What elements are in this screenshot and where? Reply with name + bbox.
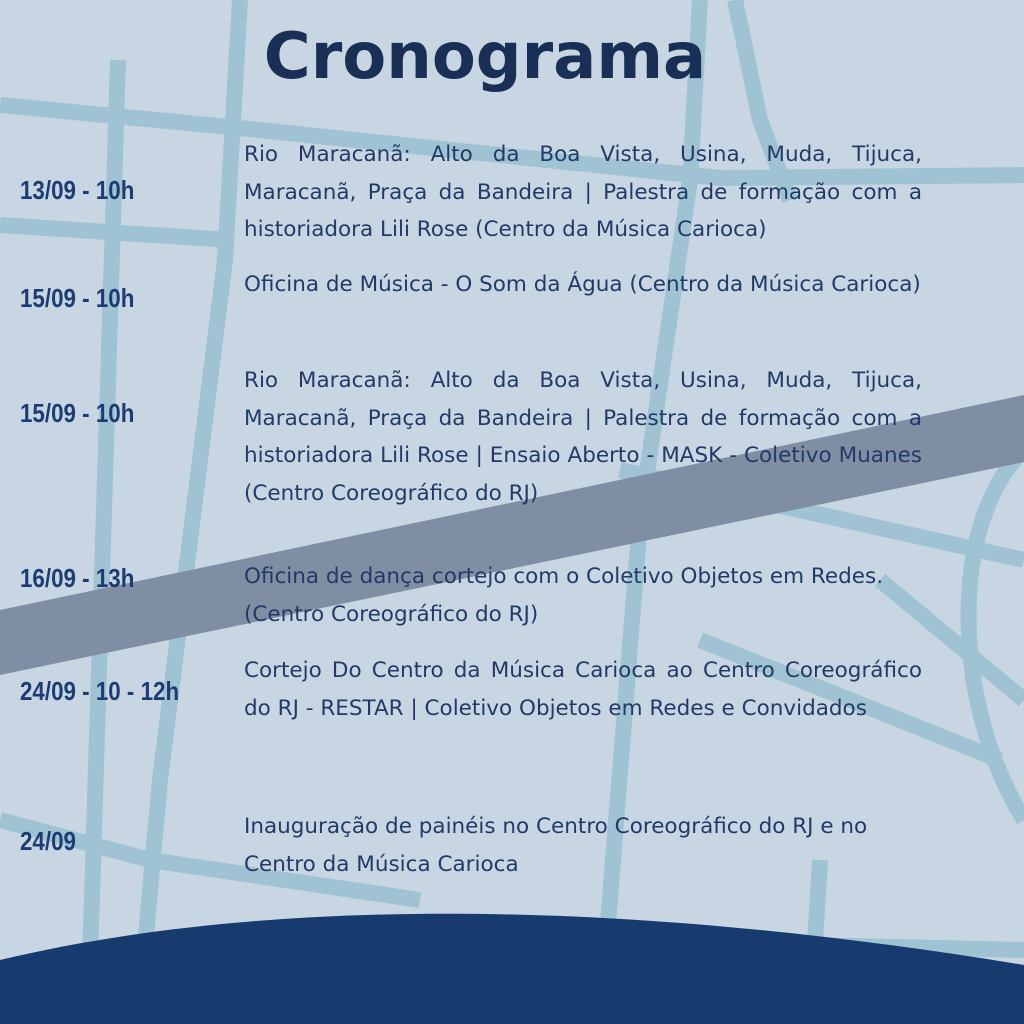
schedule-date-2: 15/09 - 10h [20, 283, 135, 313]
schedule-date-3: 15/09 - 10h [20, 398, 135, 428]
page-title: Cronograma [263, 20, 707, 94]
schedule-description-4: Oficina de dança cortejo com o Coletivo Objetos em Redes. (Centro Coreográfico do RJ) [244, 564, 884, 627]
schedule-date-6: 24/09 [20, 826, 76, 856]
schedule-description-3: Rio Maracanã: Alto da Boa Vista, Usina, Muda, Tijuca, Maracanã, Praça da Bandeira | Palestra de formação com a historiadora Lili Rose | Ensaio Aberto - MASK - Coletivo Muanes (Centro Coreográfico do RJ) [244, 368, 922, 506]
schedule-description-1: Rio Maracanã: Alto da Boa Vista, Usina, Muda, Tijuca, Maracanã, Praça da Bandeira | Palestra de formação com a historiadora Lili Rose (Centro da Música Carioca) [244, 142, 922, 242]
schedule-date-5: 24/09 - 10 - 12h [20, 676, 180, 706]
schedule-date-4: 16/09 - 13h [20, 563, 135, 593]
schedule-date-1: 13/09 - 10h [20, 175, 135, 205]
schedule-description-2: Oficina de Música - O Som da Água (Centro da Música Carioca) [244, 272, 921, 297]
schedule-description-5: Cortejo Do Centro da Música Carioca ao Centro Coreográfico do RJ - RESTAR | Coletivo Objetos em Redes e Convidados [244, 658, 922, 721]
schedule-description-6: Inauguração de painéis no Centro Coreográfico do RJ e no Centro da Música Carioca [244, 814, 868, 877]
